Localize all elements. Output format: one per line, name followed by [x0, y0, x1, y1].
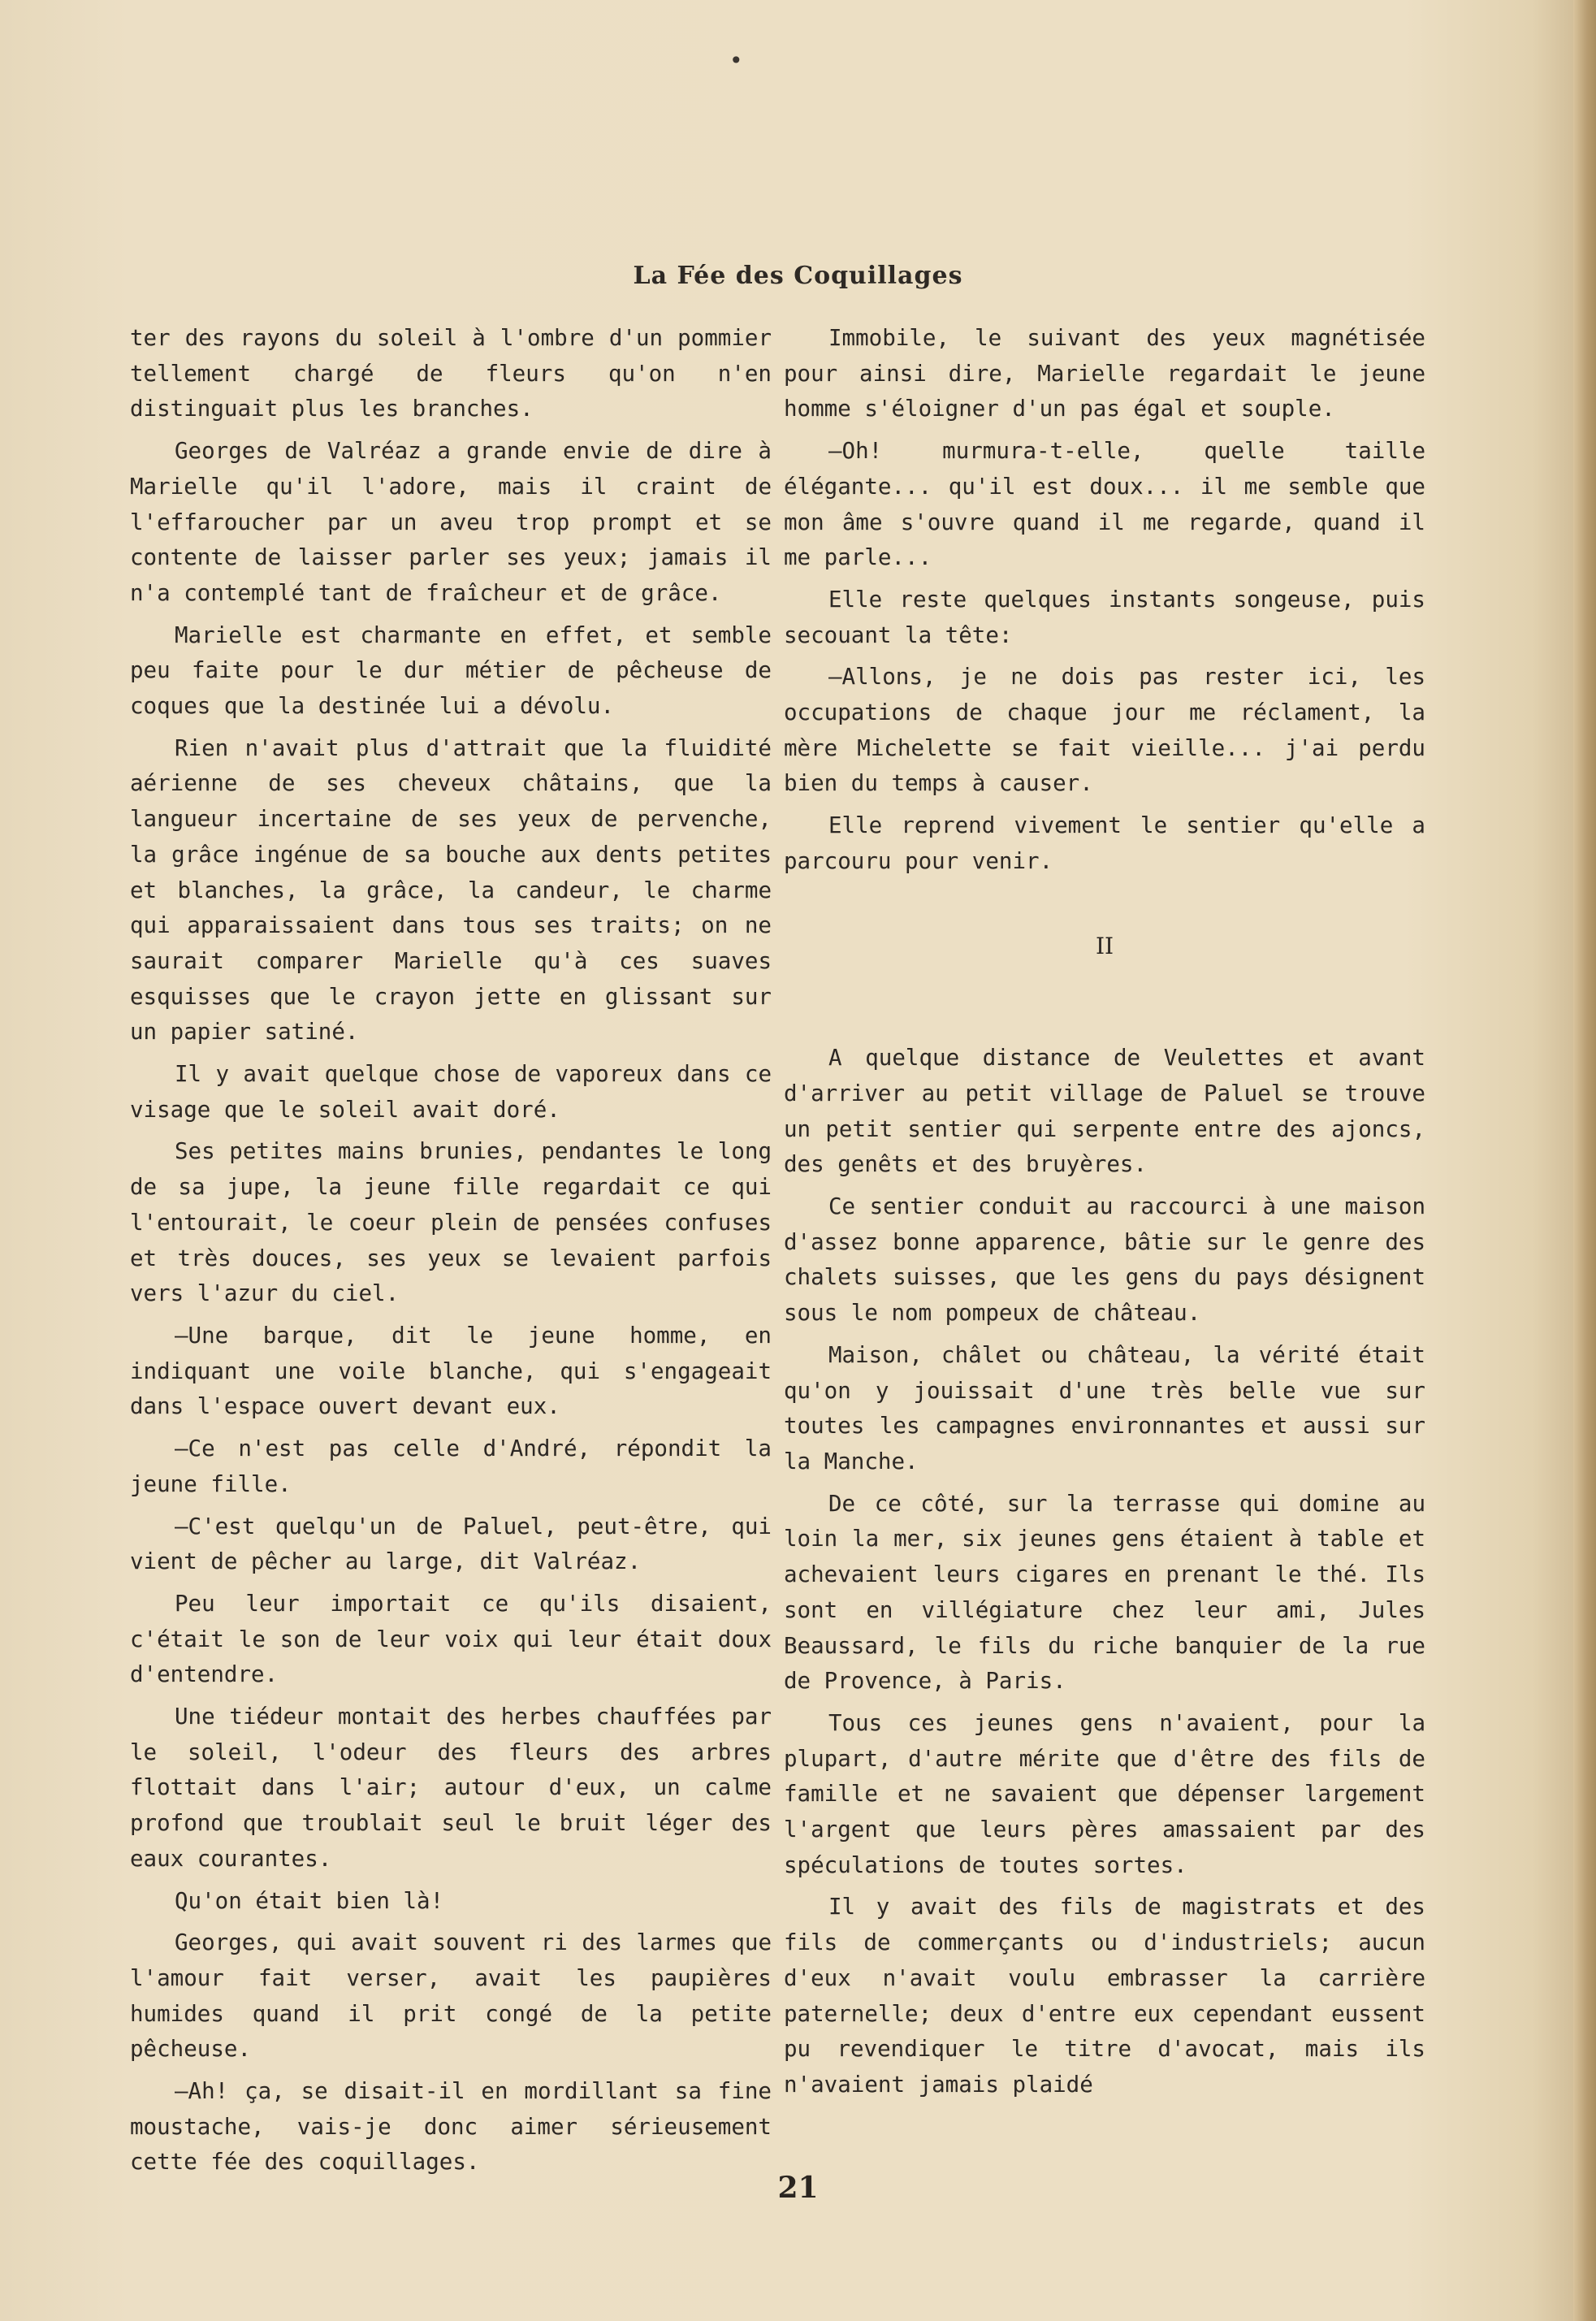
paragraph: Maison, châlet ou château, la vérité était qu'on y jouissait d'une très belle vue sur toutes les campagnes environnantes et aussi sur la Manche.: [784, 1341, 1425, 1474]
paragraph: —Oh! murmura-t-elle, quelle taille élégante... qu'il est doux... il me semble que mon âme s'ouvre quand il me regarde, quand il me parle...: [784, 438, 1425, 571]
top-mark: •: [729, 47, 743, 74]
paragraph: Tous ces jeunes gens n'avaient, pour la plupart, d'autre mérite que d'être des fils de famille et ne savaient que dépenser largement l'argent que leurs pères amassaient par des spéculations de toutes sortes.: [784, 1709, 1425, 1878]
paragraph: Il y avait quelque chose de vaporeux dans ce visage que le soleil avait doré.: [130, 1061, 772, 1123]
paragraph: Elle reste quelques instants songeuse, puis secouant la tête:: [784, 586, 1425, 648]
paragraph: —Ce n'est pas celle d'André, répondit la jeune fille.: [130, 1435, 772, 1497]
paragraph: Marielle est charmante en effet, et semble peu faite pour le dur métier de pêcheuse de coques que la destinée lui a dévolu.: [130, 621, 772, 720]
paragraph: Il y avait des fils de magistrats et des fils de commerçants ou d'industriels; aucun d'eux n'avait voulu embrasser la carrière paternelle; deux d'entre eux cependant eussent pu revendiquer le titre d'avocat, mais ils n'avaient jamais plaidé: [784, 1894, 1425, 2098]
left-column: [130, 321, 772, 2187]
paragraph: Une tiédeur montait des herbes chauffées par le soleil, l'odeur des fleurs des arbres flottait dans l'air; autour d'eux, un calme profond que troublait seul le bruit léger des eaux courantes.: [130, 1704, 772, 1872]
paragraph: Rien n'avait plus d'attrait que la fluidité aérienne de ses cheveux châtains, que la langueur incertaine de ses yeux de pervenche, la grâce ingénue de sa bouche aux dents petites et blanches, la grâce, la candeur, le charme qui apparaissaient dans tous ses traits; on ne saurait comparer Marielle qu'à ces suaves esquisses que le crayon jette en glissant sur un papier satiné.: [130, 734, 772, 1046]
paragraph: Georges, qui avait souvent ri des larmes que l'amour fait verser, avait les paupières humides quand il prit congé de la petite pêcheuse.: [130, 1929, 772, 2063]
paragraph: —Allons, je ne dois pas rester ici, les occupations de chaque jour me réclament, la mère Michelette se fait vieille... j'ai perdu bien du temps à causer.: [784, 664, 1425, 797]
paragraph: ter des rayons du soleil à l'ombre d'un pommier tellement chargé de fleurs qu'on n'en distinguait plus les branches.: [130, 325, 772, 422]
paragraph: A quelque distance de Veulettes et avant d'arriver au petit village de Paluel se trouve un petit sentier qui serpente entre des ajoncs, des genêts et des bruyères.: [784, 1045, 1425, 1178]
paragraph: —C'est quelqu'un de Paluel, peut-être, qui vient de pêcher au large, dit Valréaz.: [130, 1513, 772, 1575]
paragraph: Ce sentier conduit au raccourci à une maison d'assez bonne apparence, bâtie sur le genre des chalets suisses, que les gens du pays désignent sous le nom pompeux de château.: [784, 1193, 1425, 1327]
paragraph: Georges de Valréaz a grande envie de dire à Marielle qu'il l'adore, mais il craint de l'effaroucher par un aveu trop prompt et se contente de laisser parler ses yeux; jamais il n'a contemplé tant de fraîcheur et de grâce.: [130, 438, 772, 606]
paragraph: —Une barque, dit le jeune homme, en indiquant une voile blanche, qui s'engageait dans l'espace ouvert devant eux.: [130, 1322, 772, 1420]
paragraph: Elle reprend vivement le sentier qu'elle a parcouru pour venir.: [784, 812, 1425, 874]
paragraph: Ses petites mains brunies, pendantes le long de sa jupe, la jeune fille regardait ce qui l'entourait, le coeur plein de pensées confuses et très douces, ses yeux se levaient parfois vers l'azur du ciel.: [130, 1138, 772, 1307]
paragraph: Peu leur importait ce qu'ils disaient, c'était le son de leur voix qui leur était doux d'entendre.: [130, 1590, 772, 1688]
paragraph: —Ah! ça, se disait-il en mordillant sa fine moustache, vais-je donc aimer sérieusement cette fée des coquillages.: [130, 2078, 772, 2176]
paragraph: Immobile, le suivant des yeux magnétisée pour ainsi dire, Marielle regardait le jeune homme s'éloigner d'un pas égal et souple.: [784, 325, 1425, 422]
paragraph: De ce côté, sur la terrasse qui domine au loin la mer, six jeunes gens étaient à table et achevaient leurs cigares en prenant le thé. Ils sont en villégiature chez leur ami, Jules Beaussard, le fils du riche banquier de la rue de Provence, à Paris.: [784, 1490, 1425, 1695]
running-head: La Fée des Coquillages: [633, 262, 963, 290]
section-number: II: [1095, 932, 1114, 959]
right-column: [784, 321, 1425, 2110]
paragraph: Qu'on était bien là!: [175, 1887, 444, 1914]
page-number: 21: [777, 2171, 819, 2205]
page-edge: [1573, 0, 1596, 2321]
